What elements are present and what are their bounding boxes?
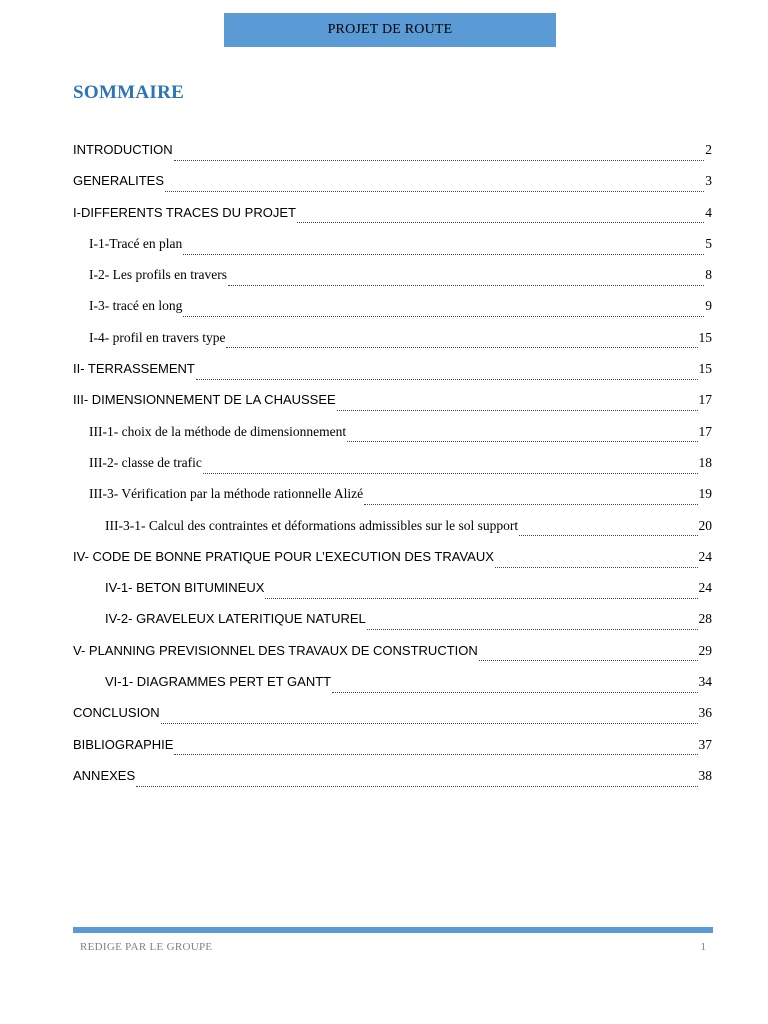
toc-entry-text: III-2- classe de trafic (89, 454, 202, 470)
toc-entry[interactable] (73, 422, 712, 453)
toc-entry[interactable] (73, 484, 712, 515)
table-of-contents (73, 140, 712, 797)
toc-entry-page: 29 (698, 642, 712, 658)
toc-dot-leader (265, 597, 697, 599)
toc-entry-page: 3 (705, 173, 712, 189)
header-banner (224, 13, 556, 47)
toc-dot-leader (183, 253, 704, 255)
toc-dot-leader (226, 346, 697, 348)
toc-entry[interactable] (73, 735, 712, 766)
toc-entry-text: I-3- tracé en long (89, 298, 183, 314)
toc-entry-page: 19 (698, 486, 712, 502)
toc-entry-page: 9 (705, 298, 712, 314)
toc-entry-text: VI-1- DIAGRAMMES PERT ET GANTT (105, 674, 332, 690)
header-title: PROJET DE ROUTE (327, 22, 453, 37)
toc-dot-leader (174, 753, 697, 755)
toc-entry-text: V- PLANNING PREVISIONNEL DES TRAVAUX DE CONSTRUCTION (73, 642, 478, 658)
toc-dot-leader (332, 691, 697, 693)
toc-entry-text: INTRODUCTION (73, 142, 173, 157)
toc-entry[interactable] (73, 672, 712, 703)
toc-dot-leader (297, 221, 704, 223)
toc-entry-page: 20 (698, 517, 712, 533)
toc-dot-leader (347, 440, 697, 442)
toc-dot-leader (183, 315, 704, 317)
toc-entry-text: IV- CODE DE BONNE PRATIQUE POUR L’EXECUTION DES TRAVAUX (73, 548, 494, 564)
toc-dot-leader (367, 628, 698, 630)
toc-entry[interactable] (73, 703, 712, 734)
toc-entry-text: III- DIMENSIONNEMENT DE LA CHAUSSEE (73, 392, 336, 408)
toc-entry-text: CONCLUSION (73, 705, 160, 721)
toc-dot-leader (479, 659, 698, 661)
toc-entry-page: 4 (705, 204, 712, 220)
toc-dot-leader (337, 409, 698, 411)
toc-entry-text: III-3- Vérification par la méthode rationnelle Alizé (89, 486, 364, 502)
toc-entry-page: 24 (698, 548, 712, 564)
toc-entry-page: 17 (698, 423, 712, 439)
toc-entry[interactable] (73, 547, 712, 578)
toc-entry-text: I-4- profil en travers type (89, 329, 226, 345)
footer-rule (73, 927, 713, 933)
toc-dot-leader (136, 785, 697, 787)
toc-entry[interactable] (73, 516, 712, 547)
toc-entry[interactable] (73, 234, 712, 265)
toc-entry-text: I-DIFFERENTS TRACES DU PROJET (73, 204, 296, 220)
toc-entry[interactable] (73, 171, 712, 202)
toc-entry[interactable] (73, 328, 712, 359)
toc-dot-leader (495, 566, 698, 568)
toc-title: SOMMAIRE (73, 82, 185, 103)
toc-entry-page: 36 (698, 705, 712, 721)
toc-entry[interactable] (73, 609, 712, 640)
toc-entry-text: I-2- Les profils en travers (89, 267, 227, 283)
toc-entry[interactable] (73, 641, 712, 672)
toc-dot-leader (174, 159, 705, 161)
toc-entry-text: III-1- choix de la méthode de dimensionnement (89, 423, 347, 439)
toc-entry-page: 8 (705, 267, 712, 283)
toc-entry-page: 28 (698, 611, 712, 627)
footer-author: REDIGE PAR LE GROUPE (80, 941, 213, 953)
toc-entry-text: II- TERRASSEMENT (73, 361, 195, 377)
toc-entry[interactable] (73, 578, 712, 609)
toc-entry-text: III-3-1- Calcul des contraintes et déformations admissibles sur le sol support (105, 517, 519, 533)
footer-page-number: 1 (700, 941, 706, 953)
toc-entry-page: 18 (698, 454, 712, 470)
toc-entry[interactable] (73, 296, 712, 327)
toc-entry-page: 15 (698, 329, 712, 345)
toc-entry-page: 5 (705, 235, 712, 251)
toc-entry-page: 37 (698, 736, 712, 752)
toc-dot-leader (228, 284, 704, 286)
toc-entry-page: 34 (698, 674, 712, 690)
toc-dot-leader (203, 472, 698, 474)
toc-entry-text: IV-2- GRAVELEUX LATERITIQUE NATUREL (105, 611, 366, 627)
toc-entry-text: IV-1- BETON BITUMINEUX (105, 580, 265, 596)
toc-dot-leader (519, 534, 697, 536)
toc-entry-page: 24 (698, 580, 712, 596)
toc-entry[interactable] (73, 766, 712, 797)
toc-entry[interactable] (73, 359, 712, 390)
toc-entry-text: I-1-Tracé en plan (89, 235, 183, 251)
toc-entry[interactable] (73, 140, 712, 171)
toc-entry-page: 17 (698, 392, 712, 408)
toc-entry-text: GENERALITES (73, 173, 165, 189)
toc-entry-page: 38 (698, 767, 712, 783)
toc-entry[interactable] (73, 390, 712, 421)
toc-entry[interactable] (73, 453, 712, 484)
toc-entry[interactable] (73, 265, 712, 296)
toc-entry[interactable] (73, 203, 712, 234)
toc-entry-page: 2 (705, 142, 712, 157)
toc-entry-text: BIBLIOGRAPHIE (73, 736, 174, 752)
toc-dot-leader (165, 190, 704, 192)
toc-dot-leader (364, 503, 697, 505)
toc-entry-page: 15 (698, 361, 712, 377)
toc-dot-leader (196, 378, 698, 380)
toc-entry-text: ANNEXES (73, 767, 136, 783)
toc-dot-leader (161, 722, 698, 724)
